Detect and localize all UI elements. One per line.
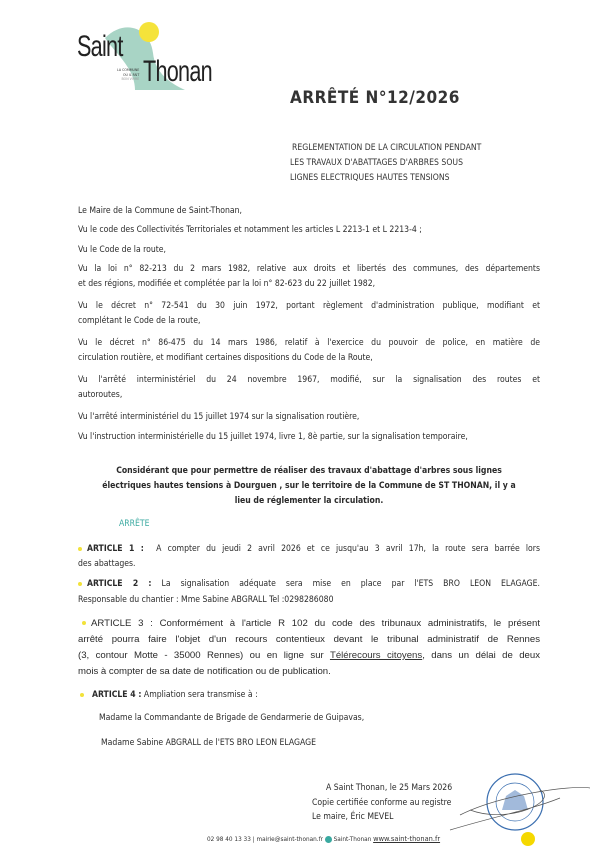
preamble-line: Vu le décret n° 86-475 du 14 mars 1986, relatif à l'exercice du pouvoir de police, en matière de xyxy=(78,338,540,348)
tagline-line: LA COMMUNE xyxy=(117,68,140,72)
recipient: Madame Sabine ABGRALL de l'ETS BRO LEON ELAGAGE xyxy=(101,738,317,748)
bullet-icon xyxy=(78,547,82,551)
article-1 xyxy=(78,544,540,555)
facebook-icon xyxy=(325,836,332,843)
tagline-line: BON VIVRE xyxy=(121,77,140,81)
tagline-line: OÙ IL FAIT xyxy=(122,72,140,77)
considering-line: électriques hautes tensions à Dourguen , sur le territoire de la Commune de ST THONAN, il y a xyxy=(102,481,516,491)
logo-tagline xyxy=(117,68,139,82)
preamble-line: Vu la loi n° 82-213 du 2 mars 1982, relative aux droits et libertés des communes, des départements xyxy=(78,264,540,274)
article-label: ARTICLE 3 : xyxy=(91,618,153,629)
footer-website[interactable]: www.saint-thonan.fr xyxy=(373,834,441,843)
article-3-line: arrêté pourra faire l'objet d'un recours contentieux devant le tribunal administratif de Rennes xyxy=(78,634,540,645)
logo-saint: Saint xyxy=(77,30,123,63)
preamble-line: Vu l'arrêté interministériel du 15 juillet 1974 sur la signalisation routière, xyxy=(78,412,360,422)
article-label: ARTICLE 2 : xyxy=(87,579,152,589)
article-2-cont: Responsable du chantier : Mme Sabine ABGRALL Tel :0298286080 xyxy=(78,595,334,605)
article-text: A compter du jeudi 2 avril 2026 et ce jusqu'au 3 avril 17h, la route sera barrée lors xyxy=(156,544,540,554)
preamble-line: Vu l'instruction interministérielle du 15 juillet 1974, livre 1, 8è partie, sur la signalisation temporaire, xyxy=(78,432,468,442)
preamble-line: Vu le code des Collectivités Territoriales et notamment les articles L 2213-1 et L 2213-4 ; xyxy=(78,225,422,235)
sun-dot-icon xyxy=(521,832,535,846)
bullet-icon xyxy=(80,693,84,697)
bullet-icon xyxy=(78,582,82,586)
subject-line: REGLEMENTATION DE LA CIRCULATION PENDANT xyxy=(292,143,482,153)
article-3-line xyxy=(78,650,540,661)
article-2 xyxy=(78,579,540,590)
subject xyxy=(290,141,481,186)
article-1-cont: des abattages. xyxy=(78,559,136,569)
decree-heading: ARRÊTE xyxy=(119,519,150,529)
article-3-line: mois à compter de sa date de notification ou de publication. xyxy=(78,666,331,677)
footer xyxy=(207,834,440,843)
preamble-mayor: Le Maire de la Commune de Saint-Thonan, xyxy=(78,206,242,216)
page-title: ARRÊTÉ N°12/2026 xyxy=(290,88,460,108)
mayor-name: Le maire, Éric MEVEL xyxy=(312,812,394,822)
recipient: Madame la Commandante de Brigade de Gendarmerie de Guipavas, xyxy=(99,713,365,723)
footer-facebook[interactable]: Saint-Thonan xyxy=(333,835,372,843)
preamble-line: Vu l'arrêté interministériel du 24 novembre 1967, modifié, sur la signalisation des routes et xyxy=(78,375,540,385)
certified-copy: Copie certifiée conforme au registre xyxy=(312,798,452,808)
stamp-and-signature xyxy=(440,770,600,840)
subject-line: LIGNES ELECTRIQUES HAUTES TENSIONS xyxy=(290,173,450,183)
footer-separator: | xyxy=(252,835,255,843)
subject-line: LES TRAVAUX D'ABATTAGES D'ARBRES SOUS xyxy=(290,158,463,168)
article-text: , dans un délai de deux xyxy=(422,650,540,661)
preamble-line: circulation routière, et modifiant certaines dispositions du Code de la Route, xyxy=(78,353,373,363)
logo-thonan: Thonan xyxy=(143,55,212,88)
preamble-line: Vu le décret n° 72-541 du 30 juin 1972, portant règlement d'administration publique, modifiant et xyxy=(78,301,540,311)
preamble-line: autoroutes, xyxy=(78,390,123,400)
article-label: ARTICLE 4 : xyxy=(92,690,142,700)
preamble-line: complétant le Code de la route, xyxy=(78,316,201,326)
footer-phone: 02 98 40 13 33 xyxy=(207,835,251,843)
place-date: A Saint Thonan, le 25 Mars 2026 xyxy=(326,783,453,793)
article-4 xyxy=(78,690,540,701)
preamble-line: Vu le Code de la route, xyxy=(78,245,166,255)
article-text: (3, contour Motte - 35000 Rennes) ou en ligne sur xyxy=(78,650,330,661)
article-text: Ampliation sera transmise à : xyxy=(143,690,258,700)
article-text: La signalisation adéquate sera mise en place par l'ETS BRO LEON ELAGAGE. xyxy=(161,579,540,589)
considering-line: lieu de réglementer la circulation. xyxy=(234,496,384,506)
article-label: ARTICLE 1 : xyxy=(87,544,144,554)
article-3 xyxy=(78,618,540,629)
footer-email[interactable]: mairie@saint-thonan.fr xyxy=(256,835,323,843)
preamble-line: et des régions, modifiée et complétée par la loi n° 82-623 du 22 juillet 1982, xyxy=(78,279,376,289)
bullet-icon xyxy=(82,621,86,625)
considering-line: Considérant que pour permettre de réaliser des travaux d'abattage d'arbres sous lignes xyxy=(116,466,502,476)
telerecours-link[interactable]: Télérecours citoyens xyxy=(329,650,423,661)
article-text: Conformément à l'article R 102 du code des tribunaux administratifs, le présent xyxy=(159,618,541,629)
